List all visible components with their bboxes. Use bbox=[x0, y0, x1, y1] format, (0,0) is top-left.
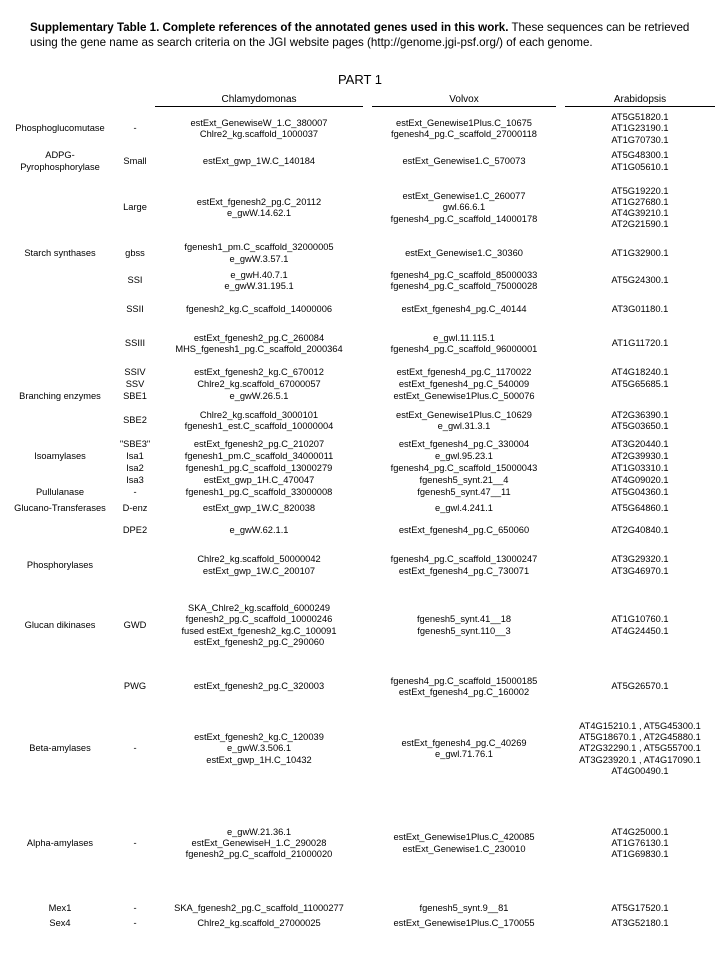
cell-line: AT3G52180.1 bbox=[611, 918, 669, 929]
cell-volvox bbox=[372, 367, 556, 379]
cell-line: estExt_fgenesh2_pg.C_210207 bbox=[193, 439, 325, 450]
cell-enzyme bbox=[0, 663, 120, 711]
cell-sub bbox=[112, 917, 158, 931]
cell-line: - bbox=[133, 743, 137, 754]
cell-line: - bbox=[133, 902, 137, 913]
cell-line: SSIV bbox=[124, 367, 146, 378]
cell-line: SKA_fgenesh2_pg.C_scaffold_11000277 bbox=[174, 902, 344, 913]
cell-line: e_gwH.40.7.1 bbox=[230, 269, 288, 280]
cell-line: estExt_Genewise1.C_230010 bbox=[402, 843, 526, 854]
cell-line: - bbox=[133, 487, 137, 498]
cell-sub bbox=[112, 403, 158, 439]
cell-line: SKA_Chlre2_kg.scaffold_6000249 bbox=[188, 603, 330, 614]
cell-line: AT2G32290.1 , AT5G55700.1 bbox=[579, 743, 701, 754]
cell-line: fgenesh5_synt.47__11 bbox=[417, 487, 511, 498]
cell-line: AT4G39210.1 bbox=[611, 208, 669, 218]
cell-line: e_gwW.26.5.1 bbox=[229, 391, 289, 402]
cell-line: AT4G15210.1 , AT5G45300.1 bbox=[579, 720, 701, 731]
cell-chlamy bbox=[155, 451, 363, 463]
cell-line: fgenesh2_kg.C_scaffold_14000006 bbox=[185, 303, 333, 314]
cell-line: estExt_Genewise1.C_570073 bbox=[402, 155, 526, 166]
cell-chlamy bbox=[155, 264, 363, 298]
cell-line: AT4G18240.1 bbox=[611, 367, 669, 378]
cell-line: estExt_fgenesh4_pg.C_650060 bbox=[398, 525, 530, 536]
cell-line: AT3G20440.1 bbox=[611, 439, 669, 450]
cell-line: e_gwl.31.3.1 bbox=[437, 421, 491, 431]
cell-line: estExt_gwp_1H.C_470047 bbox=[203, 475, 315, 486]
cell-sub bbox=[112, 475, 158, 487]
cell-line: fgenesh1_pg.C_scaffold_33000008 bbox=[185, 487, 333, 498]
cell-line: estExt_fgenesh4_pg.C_730071 bbox=[398, 565, 530, 576]
cell-line: fgenesh1_pm.C_scaffold_32000005 bbox=[184, 242, 334, 253]
cell-enzyme bbox=[0, 264, 120, 298]
cell-line: fgenesh5_synt.9__81 bbox=[419, 902, 509, 913]
cell-enzyme bbox=[0, 321, 120, 367]
cell-chlamy bbox=[155, 499, 363, 519]
header-rule-arabidopsis bbox=[565, 106, 715, 107]
cell-line: AT2G39930.1 bbox=[611, 451, 669, 462]
cell-line: AT5G48300.1 bbox=[611, 150, 669, 161]
cell-arab bbox=[565, 519, 715, 543]
header-rule-volvox bbox=[372, 106, 556, 107]
cell-line: SSIII bbox=[124, 338, 146, 349]
cell-arab bbox=[565, 264, 715, 298]
cell-volvox bbox=[372, 243, 556, 264]
cell-chlamy bbox=[155, 663, 363, 711]
cell-line: AT2G36390.1 bbox=[611, 409, 669, 420]
cell-line: estExt_gwp_1W.C_140184 bbox=[202, 155, 316, 166]
cell-line: AT1G76130.1 bbox=[611, 837, 669, 848]
cell-chlamy bbox=[155, 463, 363, 475]
cell-line: fgenesh4_pg.C_scaffold_14000178 bbox=[390, 213, 538, 224]
cell-chlamy bbox=[155, 588, 363, 663]
cell-line: - bbox=[133, 837, 137, 848]
cell-arab bbox=[565, 917, 715, 931]
cell-sub bbox=[112, 243, 158, 264]
cell-volvox bbox=[372, 917, 556, 931]
cell-volvox bbox=[372, 463, 556, 475]
cell-sub bbox=[112, 451, 158, 463]
cell-sub bbox=[112, 543, 158, 588]
cell-arab bbox=[565, 663, 715, 711]
cell-volvox bbox=[372, 787, 556, 900]
cell-arab bbox=[565, 298, 715, 321]
cell-line: AT1G10760.1 bbox=[611, 614, 669, 625]
caption-text: These sequences can be retrieved using the gene name as search criteria on the JGI website pages (http://genome.jgi-psf.org/) of each genome. bbox=[30, 21, 690, 50]
cell-sub bbox=[112, 173, 158, 243]
cell-line: Isa1 bbox=[126, 451, 144, 462]
cell-line: AT1G69830.1 bbox=[611, 849, 669, 860]
cell-line: fgenesh2_pg.C_scaffold_10000246 bbox=[185, 614, 333, 625]
cell-sub bbox=[112, 787, 158, 900]
cell-volvox bbox=[372, 321, 556, 367]
cell-line: gbss bbox=[125, 247, 145, 258]
cell-line: D-enz bbox=[122, 503, 148, 514]
cell-chlamy bbox=[155, 108, 363, 150]
cell-line: estExt_fgenesh2_kg.C_120039 bbox=[194, 732, 324, 743]
cell-line: estExt_Genewise1Plus.C_170055 bbox=[393, 918, 535, 929]
cell-arab bbox=[565, 379, 715, 391]
cell-line: e_gwW.62.1.1 bbox=[229, 525, 289, 536]
cell-volvox bbox=[372, 108, 556, 150]
cell-line: fused estExt_fgenesh2_kg.C_100091 bbox=[181, 625, 337, 636]
cell-line: e_gwW.3.506.1 bbox=[226, 743, 292, 754]
cell-sub bbox=[112, 900, 158, 917]
cell-volvox bbox=[372, 173, 556, 243]
cell-line: estExt_fgenesh2_pg.C_320003 bbox=[193, 681, 325, 692]
cell-line: fgenesh5_synt.41__18 bbox=[416, 614, 512, 625]
cell-line: estExt_gwp_1W.C_820038 bbox=[202, 503, 316, 514]
cell-line: SSII bbox=[126, 303, 144, 314]
cell-line: estExt_GenewiseW_1.C_380007 bbox=[190, 117, 328, 128]
cell-line: Large bbox=[123, 202, 147, 213]
cell-sub bbox=[112, 264, 158, 298]
cell-volvox bbox=[372, 391, 556, 403]
cell-line: estExt_gwp_1W.C_200107 bbox=[202, 565, 316, 576]
header-rule-chlamydomonas bbox=[155, 106, 363, 107]
cell-arab bbox=[565, 321, 715, 367]
cell-line: PWG bbox=[123, 681, 147, 692]
cell-line: AT5G51820.1 bbox=[611, 112, 669, 123]
cell-line: e_gwl.71.76.1 bbox=[435, 749, 493, 759]
cell-enzyme bbox=[0, 403, 120, 439]
cell-line: AT1G11720.1 bbox=[611, 338, 669, 349]
cell-chlamy bbox=[155, 321, 363, 367]
cell-line: estExt_Genewise1Plus.C_500076 bbox=[393, 391, 535, 402]
cell-volvox bbox=[372, 439, 556, 451]
cell-line: Isa3 bbox=[126, 475, 144, 486]
cell-line: AT4G24450.1 bbox=[611, 625, 669, 636]
cell-line: e_gwl.4.241.1 bbox=[435, 503, 493, 514]
cell-volvox bbox=[372, 588, 556, 663]
cell-arab bbox=[565, 588, 715, 663]
cell-arab bbox=[565, 150, 715, 173]
cell-volvox bbox=[372, 379, 556, 391]
cell-enzyme bbox=[0, 487, 120, 499]
cell-chlamy bbox=[155, 403, 363, 439]
cell-sub bbox=[112, 367, 158, 379]
cell-arab bbox=[565, 403, 715, 439]
cell-volvox bbox=[372, 403, 556, 439]
cell-arab bbox=[565, 367, 715, 379]
cell-line: AT3G29320.1 bbox=[611, 554, 669, 565]
cell-line: gwl.66.6.1 bbox=[442, 202, 486, 213]
cell-line: estExt_fgenesh4_pg.C_40269 bbox=[401, 737, 527, 748]
cell-line: estExt_Genewise1Plus.C_10629 bbox=[396, 409, 532, 420]
cell-enzyme bbox=[0, 917, 120, 931]
cell-line: Mex1 bbox=[48, 902, 72, 913]
cell-line: SSI bbox=[127, 275, 143, 286]
column-header-volvox: Volvox bbox=[449, 94, 479, 105]
cell-line: fgenesh2_pg.C_scaffold_21000020 bbox=[185, 849, 333, 860]
cell-volvox bbox=[372, 264, 556, 298]
cell-line: Chlre2_kg.scaffold_67000057 bbox=[197, 379, 321, 390]
cell-line: Small bbox=[123, 155, 147, 166]
cell-volvox bbox=[372, 499, 556, 519]
cell-arab bbox=[565, 475, 715, 487]
cell-volvox bbox=[372, 475, 556, 487]
cell-line: AT3G23920.1 , AT4G17090.1 bbox=[579, 754, 701, 765]
cell-line: AT5G24300.1 bbox=[611, 275, 669, 286]
cell-line: Phosphoglucomutase bbox=[15, 123, 105, 134]
cell-arab bbox=[565, 439, 715, 451]
cell-line: AT1G03310.1 bbox=[611, 463, 669, 474]
cell-chlamy bbox=[155, 711, 363, 787]
cell-line: ADPG- bbox=[45, 150, 75, 161]
cell-line: AT2G40840.1 bbox=[611, 525, 669, 536]
cell-line: SBE2 bbox=[123, 415, 147, 426]
cell-sub bbox=[112, 379, 158, 391]
cell-line: AT5G26570.1 bbox=[611, 681, 669, 692]
cell-chlamy bbox=[155, 173, 363, 243]
cell-volvox bbox=[372, 711, 556, 787]
cell-sub bbox=[112, 391, 158, 403]
cell-line: estExt_GenewiseH_1.C_290028 bbox=[191, 837, 327, 848]
cell-line: estExt_Genewise1.C_260077 bbox=[402, 191, 526, 202]
cell-line: Isa2 bbox=[126, 463, 144, 474]
cell-volvox bbox=[372, 543, 556, 588]
cell-line: "SBE3" bbox=[119, 439, 151, 450]
cell-sub bbox=[112, 663, 158, 711]
cell-line: fgenesh4_pg.C_scaffold_96000001 bbox=[390, 344, 538, 354]
cell-line: estExt_fgenesh4_pg.C_330004 bbox=[398, 439, 530, 450]
cell-sub bbox=[112, 588, 158, 663]
cell-volvox bbox=[372, 487, 556, 499]
cell-line: estExt_Genewise1Plus.C_420085 bbox=[393, 832, 535, 843]
cell-line: AT5G18670.1 , AT2G45880.1 bbox=[579, 732, 701, 743]
cell-sub bbox=[112, 487, 158, 499]
cell-line: Chlre2_kg.scaffold_27000025 bbox=[197, 918, 321, 929]
cell-arab bbox=[565, 543, 715, 588]
cell-line: Glucan dikinases bbox=[24, 619, 96, 630]
cell-chlamy bbox=[155, 367, 363, 379]
cell-line: Chlre2_kg.scaffold_3000101 bbox=[199, 409, 319, 420]
cell-line: fgenesh5_synt.21__4 bbox=[419, 475, 509, 486]
cell-line: AT2G21590.1 bbox=[611, 219, 669, 230]
cell-arab bbox=[565, 900, 715, 917]
cell-line: Pyrophosphorylase bbox=[20, 161, 100, 172]
cell-line: AT5G17520.1 bbox=[611, 902, 669, 913]
cell-arab bbox=[565, 487, 715, 499]
cell-line: fgenesh4_pg.C_scaffold_85000033 bbox=[390, 269, 538, 280]
cell-line: Phosphorylases bbox=[26, 559, 94, 570]
cell-line: AT1G27680.1 bbox=[611, 196, 669, 207]
cell-enzyme bbox=[0, 499, 120, 519]
cell-volvox bbox=[372, 900, 556, 917]
cell-line: e_gwW.3.57.1 bbox=[229, 253, 289, 264]
cell-sub bbox=[112, 150, 158, 173]
cell-sub bbox=[112, 439, 158, 451]
cell-line: AT5G65685.1 bbox=[611, 379, 669, 390]
cell-chlamy bbox=[155, 243, 363, 264]
cell-line: Isoamylases bbox=[34, 451, 86, 462]
cell-line: fgenesh1_est.C_scaffold_10000004 bbox=[184, 421, 334, 431]
cell-enzyme bbox=[0, 463, 120, 475]
cell-line: Chlre2_kg.scaffold_1000037 bbox=[199, 129, 319, 139]
cell-enzyme bbox=[0, 391, 120, 403]
cell-enzyme bbox=[0, 787, 120, 900]
cell-line: AT1G05610.1 bbox=[611, 161, 669, 172]
cell-line: estExt_gwp_1H.C_10432 bbox=[206, 754, 312, 765]
cell-volvox bbox=[372, 150, 556, 173]
cell-line: fgenesh5_synt.110__3 bbox=[417, 625, 511, 636]
cell-enzyme bbox=[0, 900, 120, 917]
cell-line: Glucano-Transferases bbox=[14, 503, 106, 514]
cell-line: e_gwW.21.36.1 bbox=[226, 826, 292, 837]
cell-line: e_gwl.11.115.1 bbox=[433, 332, 495, 343]
cell-line: AT1G32900.1 bbox=[611, 247, 669, 258]
cell-line: SSV bbox=[125, 379, 145, 390]
caption-title: Supplementary Table 1. Complete references of the annotated genes used in this work. bbox=[30, 21, 509, 34]
cell-line: Pullulanase bbox=[35, 487, 85, 498]
cell-line: fgenesh4_pg.C_scaffold_75000028 bbox=[390, 281, 538, 291]
cell-line: fgenesh4_pg.C_scaffold_15000185 bbox=[390, 675, 538, 686]
cell-chlamy bbox=[155, 543, 363, 588]
cell-line: DPE2 bbox=[122, 525, 148, 536]
cell-line: SBE1 bbox=[123, 391, 147, 402]
cell-line: estExt_fgenesh2_pg.C_260084 bbox=[193, 332, 325, 343]
cell-line: Sex4 bbox=[49, 918, 71, 929]
cell-line: AT5G64860.1 bbox=[611, 503, 669, 514]
cell-volvox bbox=[372, 298, 556, 321]
cell-chlamy bbox=[155, 487, 363, 499]
cell-enzyme bbox=[0, 543, 120, 588]
cell-line: fgenesh4_pg.C_scaffold_15000043 bbox=[390, 463, 538, 474]
cell-line: Beta-amylases bbox=[29, 743, 91, 754]
cell-line: estExt_fgenesh2_kg.C_670012 bbox=[194, 367, 324, 378]
cell-line: AT5G03650.1 bbox=[611, 421, 669, 431]
cell-enzyme bbox=[0, 243, 120, 264]
cell-line: Branching enzymes bbox=[19, 391, 101, 402]
cell-enzyme bbox=[0, 298, 120, 321]
cell-arab bbox=[565, 451, 715, 463]
cell-line: AT4G09020.1 bbox=[611, 475, 669, 486]
cell-line: estExt_Genewise1Plus.C_10675 bbox=[396, 117, 532, 128]
cell-chlamy bbox=[155, 379, 363, 391]
cell-line: - bbox=[133, 123, 137, 134]
cell-chlamy bbox=[155, 900, 363, 917]
part-label: PART 1 bbox=[337, 72, 383, 87]
cell-chlamy bbox=[155, 298, 363, 321]
cell-line: e_gwW.14.62.1 bbox=[226, 208, 292, 218]
cell-chlamy bbox=[155, 917, 363, 931]
cell-sub bbox=[112, 499, 158, 519]
cell-line: e_gwl.95.23.1 bbox=[435, 451, 493, 462]
column-header-chlamydomonas: Chlamydomonas bbox=[221, 94, 297, 105]
cell-arab bbox=[565, 173, 715, 243]
cell-line: AT5G04360.1 bbox=[611, 487, 669, 498]
cell-chlamy bbox=[155, 439, 363, 451]
cell-enzyme bbox=[0, 451, 120, 463]
cell-line: estExt_fgenesh2_pg.C_290060 bbox=[193, 636, 325, 647]
cell-line: fgenesh1_pm.C_scaffold_34000011 bbox=[184, 451, 334, 462]
column-header-arabidopsis: Arabidopsis bbox=[613, 94, 667, 105]
cell-chlamy bbox=[155, 519, 363, 543]
cell-arab bbox=[565, 463, 715, 475]
cell-line: estExt_fgenesh2_pg.C_20112 bbox=[196, 196, 322, 207]
cell-enzyme bbox=[0, 439, 120, 451]
cell-line: AT5G19220.1 bbox=[611, 185, 669, 196]
cell-arab bbox=[565, 499, 715, 519]
cell-enzyme bbox=[0, 379, 120, 391]
cell-chlamy bbox=[155, 150, 363, 173]
cell-chlamy bbox=[155, 787, 363, 900]
cell-line: estExt_fgenesh4_pg.C_1170022 bbox=[396, 367, 532, 378]
cell-line: - bbox=[133, 918, 137, 929]
cell-arab bbox=[565, 243, 715, 264]
cell-chlamy bbox=[155, 475, 363, 487]
cell-enzyme bbox=[0, 711, 120, 787]
cell-line: e_gwW.31.195.1 bbox=[224, 281, 294, 291]
cell-line: estExt_fgenesh4_pg.C_160002 bbox=[398, 687, 530, 697]
cell-sub bbox=[112, 519, 158, 543]
cell-sub bbox=[112, 321, 158, 367]
cell-line: Alpha-amylases bbox=[26, 837, 94, 848]
cell-enzyme bbox=[0, 173, 120, 243]
cell-line: fgenesh4_pg.C_scaffold_27000118 bbox=[391, 129, 537, 139]
cell-enzyme bbox=[0, 588, 120, 663]
cell-sub bbox=[112, 298, 158, 321]
cell-arab bbox=[565, 391, 715, 403]
cell-line: fgenesh4_pg.C_scaffold_13000247 bbox=[390, 554, 538, 565]
cell-line: AT3G46970.1 bbox=[611, 565, 669, 576]
cell-volvox bbox=[372, 451, 556, 463]
cell-line: Chlre2_kg.scaffold_50000042 bbox=[197, 554, 321, 565]
cell-enzyme bbox=[0, 519, 120, 543]
cell-line: AT3G01180.1 bbox=[611, 303, 669, 314]
cell-arab bbox=[565, 787, 715, 900]
cell-line: GWD bbox=[123, 619, 147, 630]
cell-line: AT4G25000.1 bbox=[611, 826, 669, 837]
cell-line: estExt_fgenesh4_pg.C_540009 bbox=[398, 379, 530, 390]
cell-enzyme bbox=[0, 367, 120, 379]
cell-line: MHS_fgenesh1_pg.C_scaffold_2000364 bbox=[175, 344, 343, 354]
cell-chlamy bbox=[155, 391, 363, 403]
cell-enzyme bbox=[0, 475, 120, 487]
cell-sub bbox=[112, 711, 158, 787]
cell-volvox bbox=[372, 663, 556, 711]
cell-line: AT4G00490.1 bbox=[611, 765, 669, 776]
cell-arab bbox=[565, 711, 715, 787]
cell-line: AT1G23190.1 bbox=[611, 123, 669, 134]
cell-line: Starch synthases bbox=[24, 247, 96, 258]
cell-volvox bbox=[372, 519, 556, 543]
cell-sub bbox=[112, 463, 158, 475]
cell-line: estExt_fgenesh4_pg.C_40144 bbox=[401, 303, 527, 314]
cell-line: estExt_Genewise1.C_30360 bbox=[405, 247, 523, 258]
cell-line: AT1G70730.1 bbox=[611, 134, 669, 145]
cell-arab bbox=[565, 108, 715, 150]
cell-line: fgenesh1_pg.C_scaffold_13000279 bbox=[185, 463, 333, 474]
table-caption bbox=[30, 20, 705, 51]
